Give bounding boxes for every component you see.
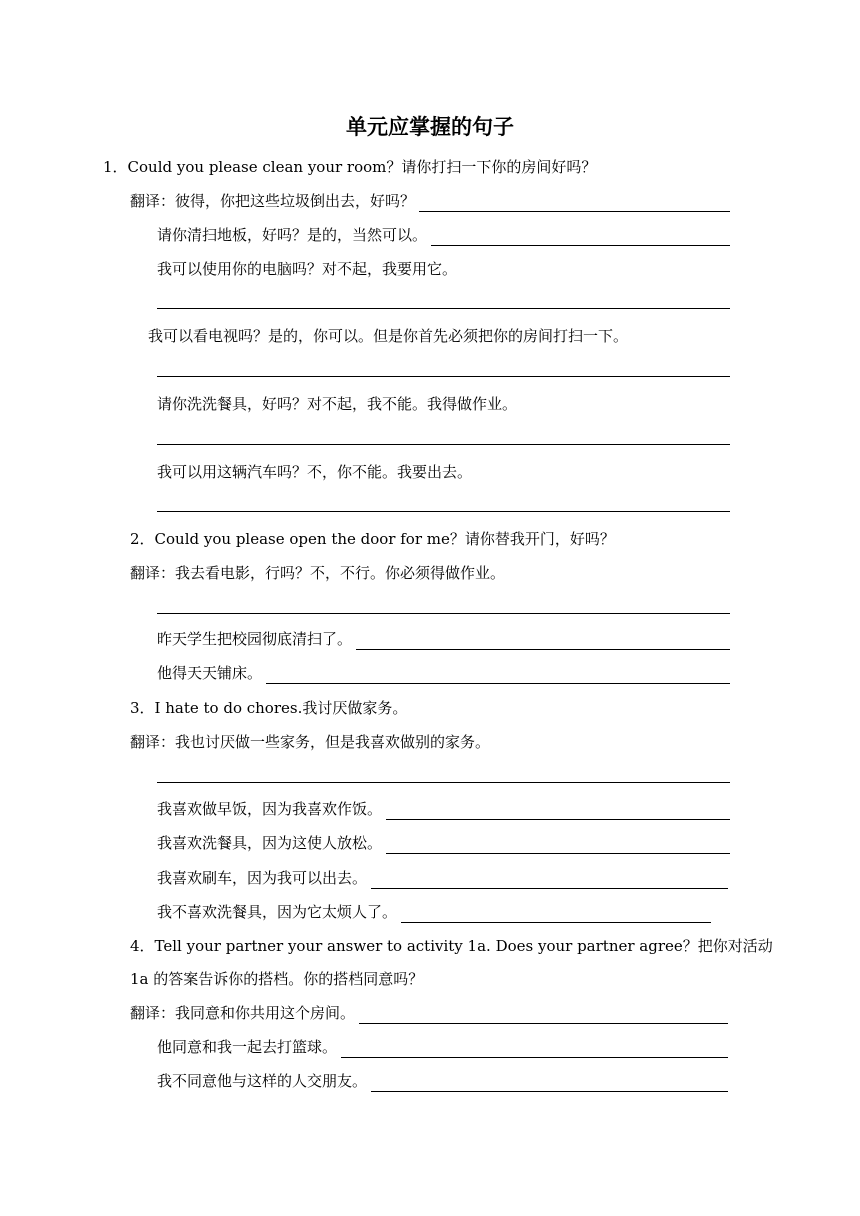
translation-4-3: 我不同意他与这样的人交朋友。 <box>157 1070 728 1092</box>
translation-1-5: 请你洗洗餐具，好吗？对不起，我不能。我得做作业。 <box>157 395 518 413</box>
answer-line[interactable] <box>157 376 730 377</box>
translation-4-1: 翻译：我同意和你共用这个房间。 <box>130 1002 728 1024</box>
page-title: 单元应掌握的句子 <box>346 115 514 139</box>
translation-3-2: 我喜欢做早饭，因为我喜欢作饭。 <box>157 798 730 820</box>
answer-blank[interactable] <box>431 229 730 246</box>
translation-3-4: 我喜欢刷车，因为我可以出去。 <box>157 867 728 889</box>
answer-blank[interactable] <box>386 803 730 820</box>
answer-blank[interactable] <box>386 837 730 854</box>
translation-2-2: 昨天学生把校园彻底清扫了。 <box>157 628 730 650</box>
translation-2-3: 他得天天铺床。 <box>157 662 730 684</box>
sentence-2-prompt: 2．Could you please open the door for me？请你替我开门，好吗？ <box>130 530 615 548</box>
translation-1-1: 翻译：彼得，你把这些垃圾倒出去，好吗？ <box>130 190 730 212</box>
answer-line[interactable] <box>157 782 730 783</box>
answer-line[interactable] <box>157 444 730 445</box>
translation-1-2: 请你清扫地板，好吗？是的，当然可以。 <box>157 224 730 246</box>
answer-line[interactable] <box>157 613 730 614</box>
sentence-3-prompt: 3．I hate to do chores.我讨厌做家务。 <box>130 699 408 717</box>
translation-1-3: 我可以使用你的电脑吗？对不起，我要用它。 <box>157 260 458 278</box>
answer-blank[interactable] <box>371 1075 728 1092</box>
answer-blank[interactable] <box>401 906 711 923</box>
translation-3-3: 我喜欢洗餐具，因为这使人放松。 <box>157 832 730 854</box>
sentence-1-prompt: 1．Could you please clean your room？请你打扫一下你的房间好吗？ <box>103 158 597 176</box>
answer-blank[interactable] <box>419 195 730 212</box>
translation-3-5: 我不喜欢洗餐具，因为它太烦人了。 <box>157 901 711 923</box>
answer-blank[interactable] <box>359 1007 728 1024</box>
answer-line[interactable] <box>157 511 730 512</box>
translation-4-2: 他同意和我一起去打篮球。 <box>157 1036 728 1058</box>
answer-blank[interactable] <box>371 872 728 889</box>
translation-1-4: 我可以看电视吗？是的，你可以。但是你首先必须把你的房间打扫一下。 <box>148 327 629 345</box>
answer-blank[interactable] <box>356 633 730 650</box>
answer-blank[interactable] <box>341 1041 728 1058</box>
answer-blank[interactable] <box>266 667 730 684</box>
sentence-4-prompt-cont: 1a 的答案告诉你的搭档。你的搭档同意吗？ <box>130 970 424 988</box>
translation-3-1: 翻译：我也讨厌做一些家务，但是我喜欢做别的家务。 <box>130 733 491 751</box>
sentence-4-prompt: 4．Tell your partner your answer to activity 1a. Does your partner agree？把你对活动 <box>130 937 773 955</box>
translation-2-1: 翻译：我去看电影，行吗？不，不行。你必须得做作业。 <box>130 564 506 582</box>
translation-1-6: 我可以用这辆汽车吗？不，你不能。我要出去。 <box>157 463 473 481</box>
answer-line[interactable] <box>157 308 730 309</box>
